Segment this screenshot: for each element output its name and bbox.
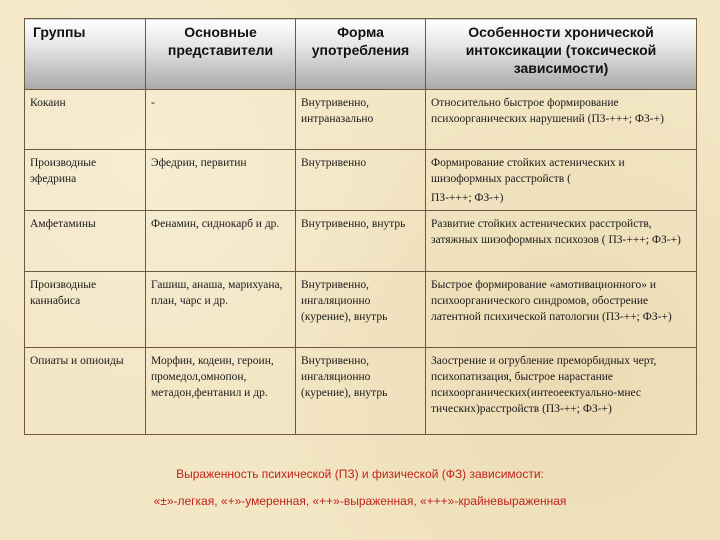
header-groups: Группы <box>25 19 146 90</box>
cell-features-line2: ПЗ-+++; ФЗ-+) <box>431 192 504 204</box>
cell-group: Производные каннабиса <box>25 272 146 348</box>
cell-features: Развитие стойких астенических расстройств, затяжных шизоформных психозов ( ПЗ-+++; ФЗ-+) <box>426 211 697 272</box>
table-row <box>25 348 697 435</box>
header-usage-form: Форма употребления <box>296 19 426 90</box>
cell-features-line1: Формирование стойких астенических и шизоформных расстройств ( <box>431 157 625 185</box>
cell-usage-form: Внутривенно, интраназально <box>296 90 426 150</box>
cell-representatives: Эфедрин, первитин <box>146 150 296 211</box>
cell-representatives: Фенамин, сиднокарб и др. <box>146 211 296 272</box>
cell-representatives: Морфин, кодеин, героин, промедол,омнопон, метадон,фентанил и др. <box>146 348 296 435</box>
cell-group: Производные эфедрина <box>25 150 146 211</box>
header-representatives: Основные представители <box>146 19 296 90</box>
cell-usage-form: Внутривенно, внутрь <box>296 211 426 272</box>
table-row <box>25 211 697 272</box>
table-row <box>25 272 697 348</box>
table-container <box>24 18 696 435</box>
cell-features: Относительно быстрое формирование психоорганических нарушений (ПЗ-+++; ФЗ-+) <box>426 90 697 150</box>
cell-usage-form: Внутривенно <box>296 150 426 211</box>
dependency-table <box>24 18 697 435</box>
cell-usage-form: Внутривенно, ингаляционно (курение), внутрь <box>296 272 426 348</box>
cell-group: Кокаин <box>25 90 146 150</box>
table-row <box>25 90 697 150</box>
cell-features: Заострение и огрубление преморбидных черт, психопатизация, быстрое нарастание психоорганических(интеоеектуально-мнес тических)расстройств (ПЗ-++; ФЗ-+) <box>426 348 697 435</box>
cell-features: Быстрое формирование «амотивационного» и психоорганического синдромов, обострение латентной психической патологии (ПЗ-++; ФЗ-+) <box>426 272 697 348</box>
cell-group: Опиаты и опиоиды <box>25 348 146 435</box>
cell-representatives: Гашиш, анаша, марихуана, план, чарс и др. <box>146 272 296 348</box>
cell-usage-form: Внутривенно, ингаляционно (курение), внутрь <box>296 348 426 435</box>
dependency-legend-scale: «±»-легкая, «+»-умеренная, «++»-выраженная, «+++»-крайневыраженная <box>153 494 567 508</box>
cell-features <box>426 150 697 211</box>
dependency-legend-title: Выраженность психической (ПЗ) и физической (ФЗ) зависимости: <box>176 467 544 481</box>
cell-representatives: - <box>146 90 296 150</box>
table-row <box>25 150 697 211</box>
header-intoxication-features: Особенности хронической интоксикации (токсической зависимости) <box>426 19 697 90</box>
header-row <box>25 19 697 90</box>
cell-group: Амфетамины <box>25 211 146 272</box>
